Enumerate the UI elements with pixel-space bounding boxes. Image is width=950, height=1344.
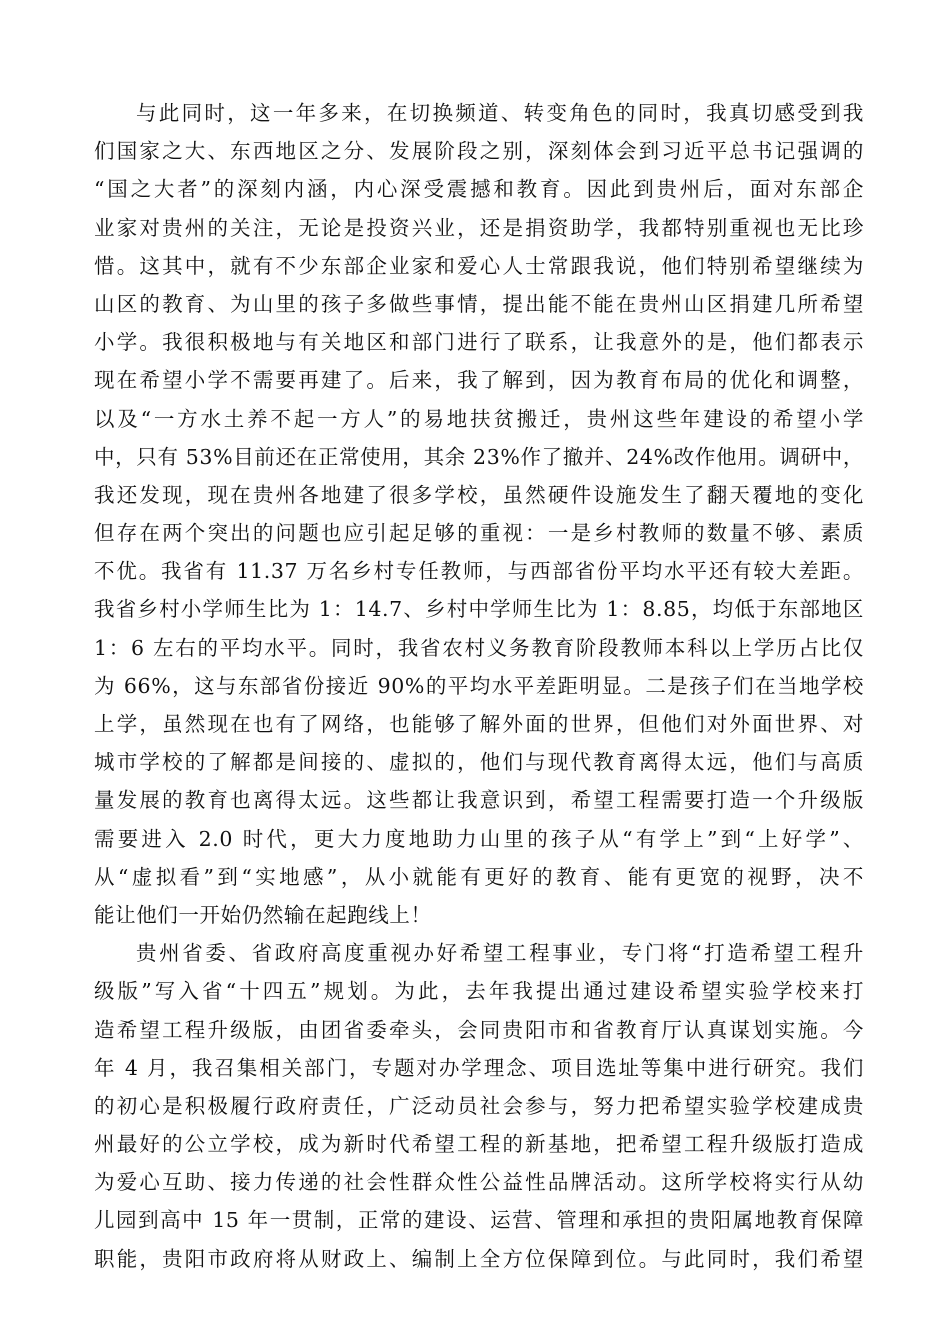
text-line: 我还发现，现在贵州各地建了很多学校，虽然硬件设施发生了翻天覆地的变化 xyxy=(94,482,864,507)
text-line: 1：6 左右的平均水平。同时，我省农村义务教育阶段教师本科以上学历占比仅 xyxy=(94,635,864,660)
text-line: 造希望工程升级版，由团省委牵头，会同贵阳市和省教育厅认真谋划实施。今 xyxy=(94,1017,864,1042)
paragraph-2 xyxy=(94,934,864,1278)
text-line: 儿园到高中 15 年一贯制，正常的建设、运营、管理和承担的贵阳属地教育保障 xyxy=(94,1208,864,1233)
text-line: 为爱心互助、接力传递的社会性群众性公益性品牌活动。这所学校将实行从幼 xyxy=(94,1170,864,1195)
text-line: 现在希望小学不需要再建了。后来，我了解到，因为教育布局的优化和调整， xyxy=(94,368,864,393)
document-page xyxy=(94,94,864,1278)
text-line: 量发展的教育也离得太远。这些都让我意识到，希望工程需要打造一个升级版 xyxy=(94,788,864,813)
text-line: 中，只有 53%目前还在正常使用，其余 23%作了撤并、24%改作他用。调研中， xyxy=(94,444,864,469)
text-line: 从“虚拟看”到“实地感”，从小就能有更好的教育、能有更宽的视野，决不 xyxy=(94,864,864,889)
text-line: 山区的教育、为山里的孩子多做些事情，提出能不能在贵州山区捐建几所希望 xyxy=(94,291,864,316)
text-line: “国之大者”的深刻内涵，内心深受震撼和教育。因此到贵州后，面对东部企 xyxy=(94,177,864,202)
text-line: 惜。这其中，就有不少东部企业家和爱心人士常跟我说，他们特别希望继续为 xyxy=(94,253,864,278)
text-line: 需要进入 2.0 时代，更大力度地助力山里的孩子从“有学上”到“上好学”、 xyxy=(94,826,864,851)
text-line: 业家对贵州的关注，无论是投资兴业，还是捐资助学，我都特别重视也无比珍 xyxy=(94,215,864,240)
text-line: 州最好的公立学校，成为新时代希望工程的新基地，把希望工程升级版打造成 xyxy=(94,1132,864,1157)
text-line: 能让他们一开始仍然输在起跑线上！ xyxy=(94,902,432,927)
text-line: 我省乡村小学师生比为 1：14.7、乡村中学师生比为 1：8.85，均低于东部地区 xyxy=(94,597,864,622)
text-line: 年 4 月，我召集相关部门，专题对办学理念、项目选址等集中进行研究。我们 xyxy=(94,1055,864,1080)
text-line: 以及“一方水土养不起一方人”的易地扶贫搬迁，贵州这些年建设的希望小学 xyxy=(94,406,864,431)
text-line: 级版”写入省“十四五”规划。为此，去年我提出通过建设希望实验学校来打 xyxy=(94,979,864,1004)
text-line: 们国家之大、东西地区之分、发展阶段之别，深刻体会到习近平总书记强调的 xyxy=(94,139,864,164)
text-line: 小学。我很积极地与有关地区和部门进行了联系，让我意外的是，他们都表示 xyxy=(94,330,864,355)
text-line: 为 66%，这与东部省份接近 90%的平均水平差距明显。二是孩子们在当地学校 xyxy=(94,673,864,698)
text-line: 上学，虽然现在也有了网络，也能够了解外面的世界，但他们对外面世界、对 xyxy=(94,712,864,736)
text-line: 的初心是积极履行政府责任，广泛动员社会参与，努力把希望实验学校建成贵 xyxy=(94,1093,864,1118)
text-line: 但存在两个突出的问题也应引起足够的重视：一是乡村教师的数量不够、素质 xyxy=(94,521,864,546)
text-line: 职能，贵阳市政府将从财政上、编制上全方位保障到位。与此同时，我们希望 xyxy=(94,1246,864,1271)
paragraph-1 xyxy=(94,94,864,934)
text-line: 贵州省委、省政府高度重视办好希望工程事业，专门将“打造希望工程升 xyxy=(136,941,864,966)
text-line: 与此同时，这一年多来，在切换频道、转变角色的同时，我真切感受到我 xyxy=(136,101,864,125)
text-line: 不优。我省有 11.37 万名乡村专任教师，与西部省份平均水平还有较大差距。 xyxy=(94,559,864,584)
text-line: 城市学校的了解都是间接的、虚拟的，他们与现代教育离得太远，他们与高质 xyxy=(94,750,864,775)
